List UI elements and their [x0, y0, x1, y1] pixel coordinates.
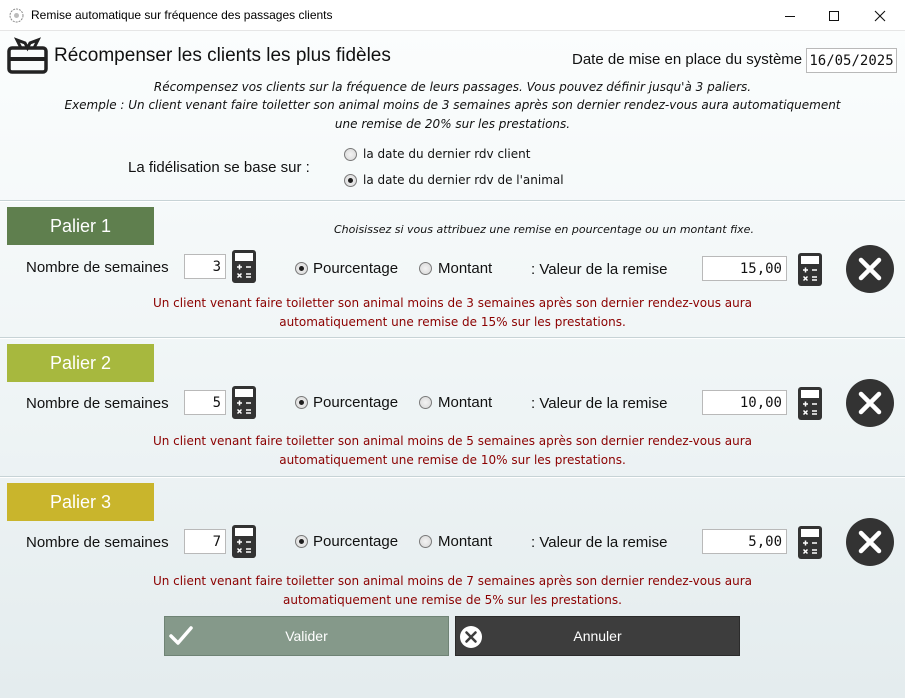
palier-2-amount-label[interactable]: Montant — [438, 394, 493, 411]
palier-2-amount-radio[interactable] — [419, 396, 432, 409]
palier-3-message-line2: automatiquement une remise de 5% sur les prestations. — [283, 593, 622, 607]
palier-1-percent-label[interactable]: Pourcentage — [313, 260, 399, 277]
palier-1-value-calculator-icon[interactable] — [798, 253, 822, 286]
window-title: Remise automatique sur fréquence des passages clients — [31, 8, 333, 22]
validate-button[interactable] — [164, 616, 449, 656]
palier-2-weeks-input[interactable]: 5 — [184, 390, 226, 415]
basis-label: La fidélisation se base sur : — [128, 159, 310, 176]
palier-2-badge: Palier 2 — [7, 344, 154, 382]
palier-3-percent-radio[interactable] — [295, 535, 308, 548]
separator — [0, 476, 905, 478]
palier-2-weeks-label: Nombre de semaines — [26, 395, 169, 412]
palier-2-percent-radio[interactable] — [295, 396, 308, 409]
palier-1-message-line1: Un client venant faire toiletter son animal moins de 3 semaines après son dernier rendez-vous aura — [152, 296, 753, 310]
palier-1-value-label: : Valeur de la remise — [531, 261, 668, 278]
palier-2-delete-button[interactable] — [846, 379, 894, 427]
palier-1-badge: Palier 1 — [7, 207, 154, 245]
minimize-button[interactable] — [772, 4, 808, 28]
palier-1-amount-radio[interactable] — [419, 262, 432, 275]
date-label: Date de mise en place du système — [572, 51, 803, 68]
palier-2-value-calculator-icon[interactable] — [798, 387, 822, 420]
palier-3-weeks-calculator-icon[interactable] — [232, 525, 256, 558]
basis-radio-client[interactable] — [344, 148, 357, 161]
app-logo-icon — [9, 8, 24, 23]
palier-2-value-label: : Valeur de la remise — [531, 395, 668, 412]
palier-2-value-input[interactable]: 10,00 — [702, 390, 787, 415]
close-icon — [874, 10, 886, 22]
palier-3-percent-label[interactable]: Pourcentage — [313, 533, 399, 550]
palier-1-amount-label[interactable]: Montant — [438, 260, 493, 277]
close-window-button[interactable] — [862, 4, 898, 28]
cancel-label: Annuler — [573, 628, 622, 644]
palier-1-percent-radio[interactable] — [295, 262, 308, 275]
palier-3-weeks-label: Nombre de semaines — [26, 534, 169, 551]
palier-3-value-label: : Valeur de la remise — [531, 534, 668, 551]
separator — [0, 200, 905, 202]
palier-3-delete-button[interactable] — [846, 518, 894, 566]
basis-radio-animal[interactable] — [344, 174, 357, 187]
gift-card-icon — [7, 37, 48, 75]
palier-3-amount-label[interactable]: Montant — [438, 533, 493, 550]
palier-1-weeks-calculator-icon[interactable] — [232, 250, 256, 283]
palier-3-value-calculator-icon[interactable] — [798, 526, 822, 559]
cancel-button[interactable] — [455, 616, 740, 656]
intro-text-line1: Récompensez vos clients sur la fréquence de leurs passages. Vous pouvez définir jusqu'à 3 paliers. — [153, 80, 752, 94]
palier-3-badge: Palier 3 — [7, 483, 154, 521]
palier-1-delete-button[interactable] — [846, 245, 894, 293]
maximize-icon — [828, 10, 840, 22]
palier-2-message-line1: Un client venant faire toiletter son animal moins de 5 semaines après son dernier rendez-vous aura — [152, 434, 753, 448]
system-date-field[interactable]: 16/05/2025 — [806, 48, 897, 73]
palier-2-message-line2: automatiquement une remise de 10% sur les prestations. — [279, 453, 626, 467]
validate-label: Valider — [285, 628, 328, 644]
palier-1-weeks-label: Nombre de semaines — [26, 259, 169, 276]
palier-2-weeks-calculator-icon[interactable] — [232, 386, 256, 419]
palier-1-message-line2: automatiquement une remise de 15% sur les prestations. — [279, 315, 626, 329]
separator — [0, 337, 905, 339]
minimize-icon — [784, 10, 796, 22]
palier-3-amount-radio[interactable] — [419, 535, 432, 548]
intro-text-line3: une remise de 20% sur les prestations. — [334, 117, 571, 131]
maximize-button[interactable] — [816, 4, 852, 28]
palier-1-weeks-input[interactable]: 3 — [184, 254, 226, 279]
basis-option-client-label[interactable]: la date du dernier rdv client — [363, 147, 531, 161]
window-titlebar — [0, 0, 905, 31]
palier-1-value-input[interactable]: 15,00 — [702, 256, 787, 281]
palier-3-value-input[interactable]: 5,00 — [702, 529, 787, 554]
palier-3-message-line1: Un client venant faire toiletter son animal moins de 7 semaines après son dernier rendez-vous aura — [152, 574, 753, 588]
palier-3-weeks-input[interactable]: 7 — [184, 529, 226, 554]
basis-option-animal-label[interactable]: la date du dernier rdv de l'animal — [363, 173, 564, 187]
mode-hint: Choisissez si vous attribuez une remise en pourcentage ou un montant fixe. — [334, 223, 754, 236]
palier-2-percent-label[interactable]: Pourcentage — [313, 394, 399, 411]
page-title: Récompenser les clients les plus fidèles — [54, 45, 391, 66]
intro-text-line2: Exemple : Un client venant faire toiletter son animal moins de 3 semaines après son dernier rendez-vous aura automatiquement — [64, 98, 841, 112]
